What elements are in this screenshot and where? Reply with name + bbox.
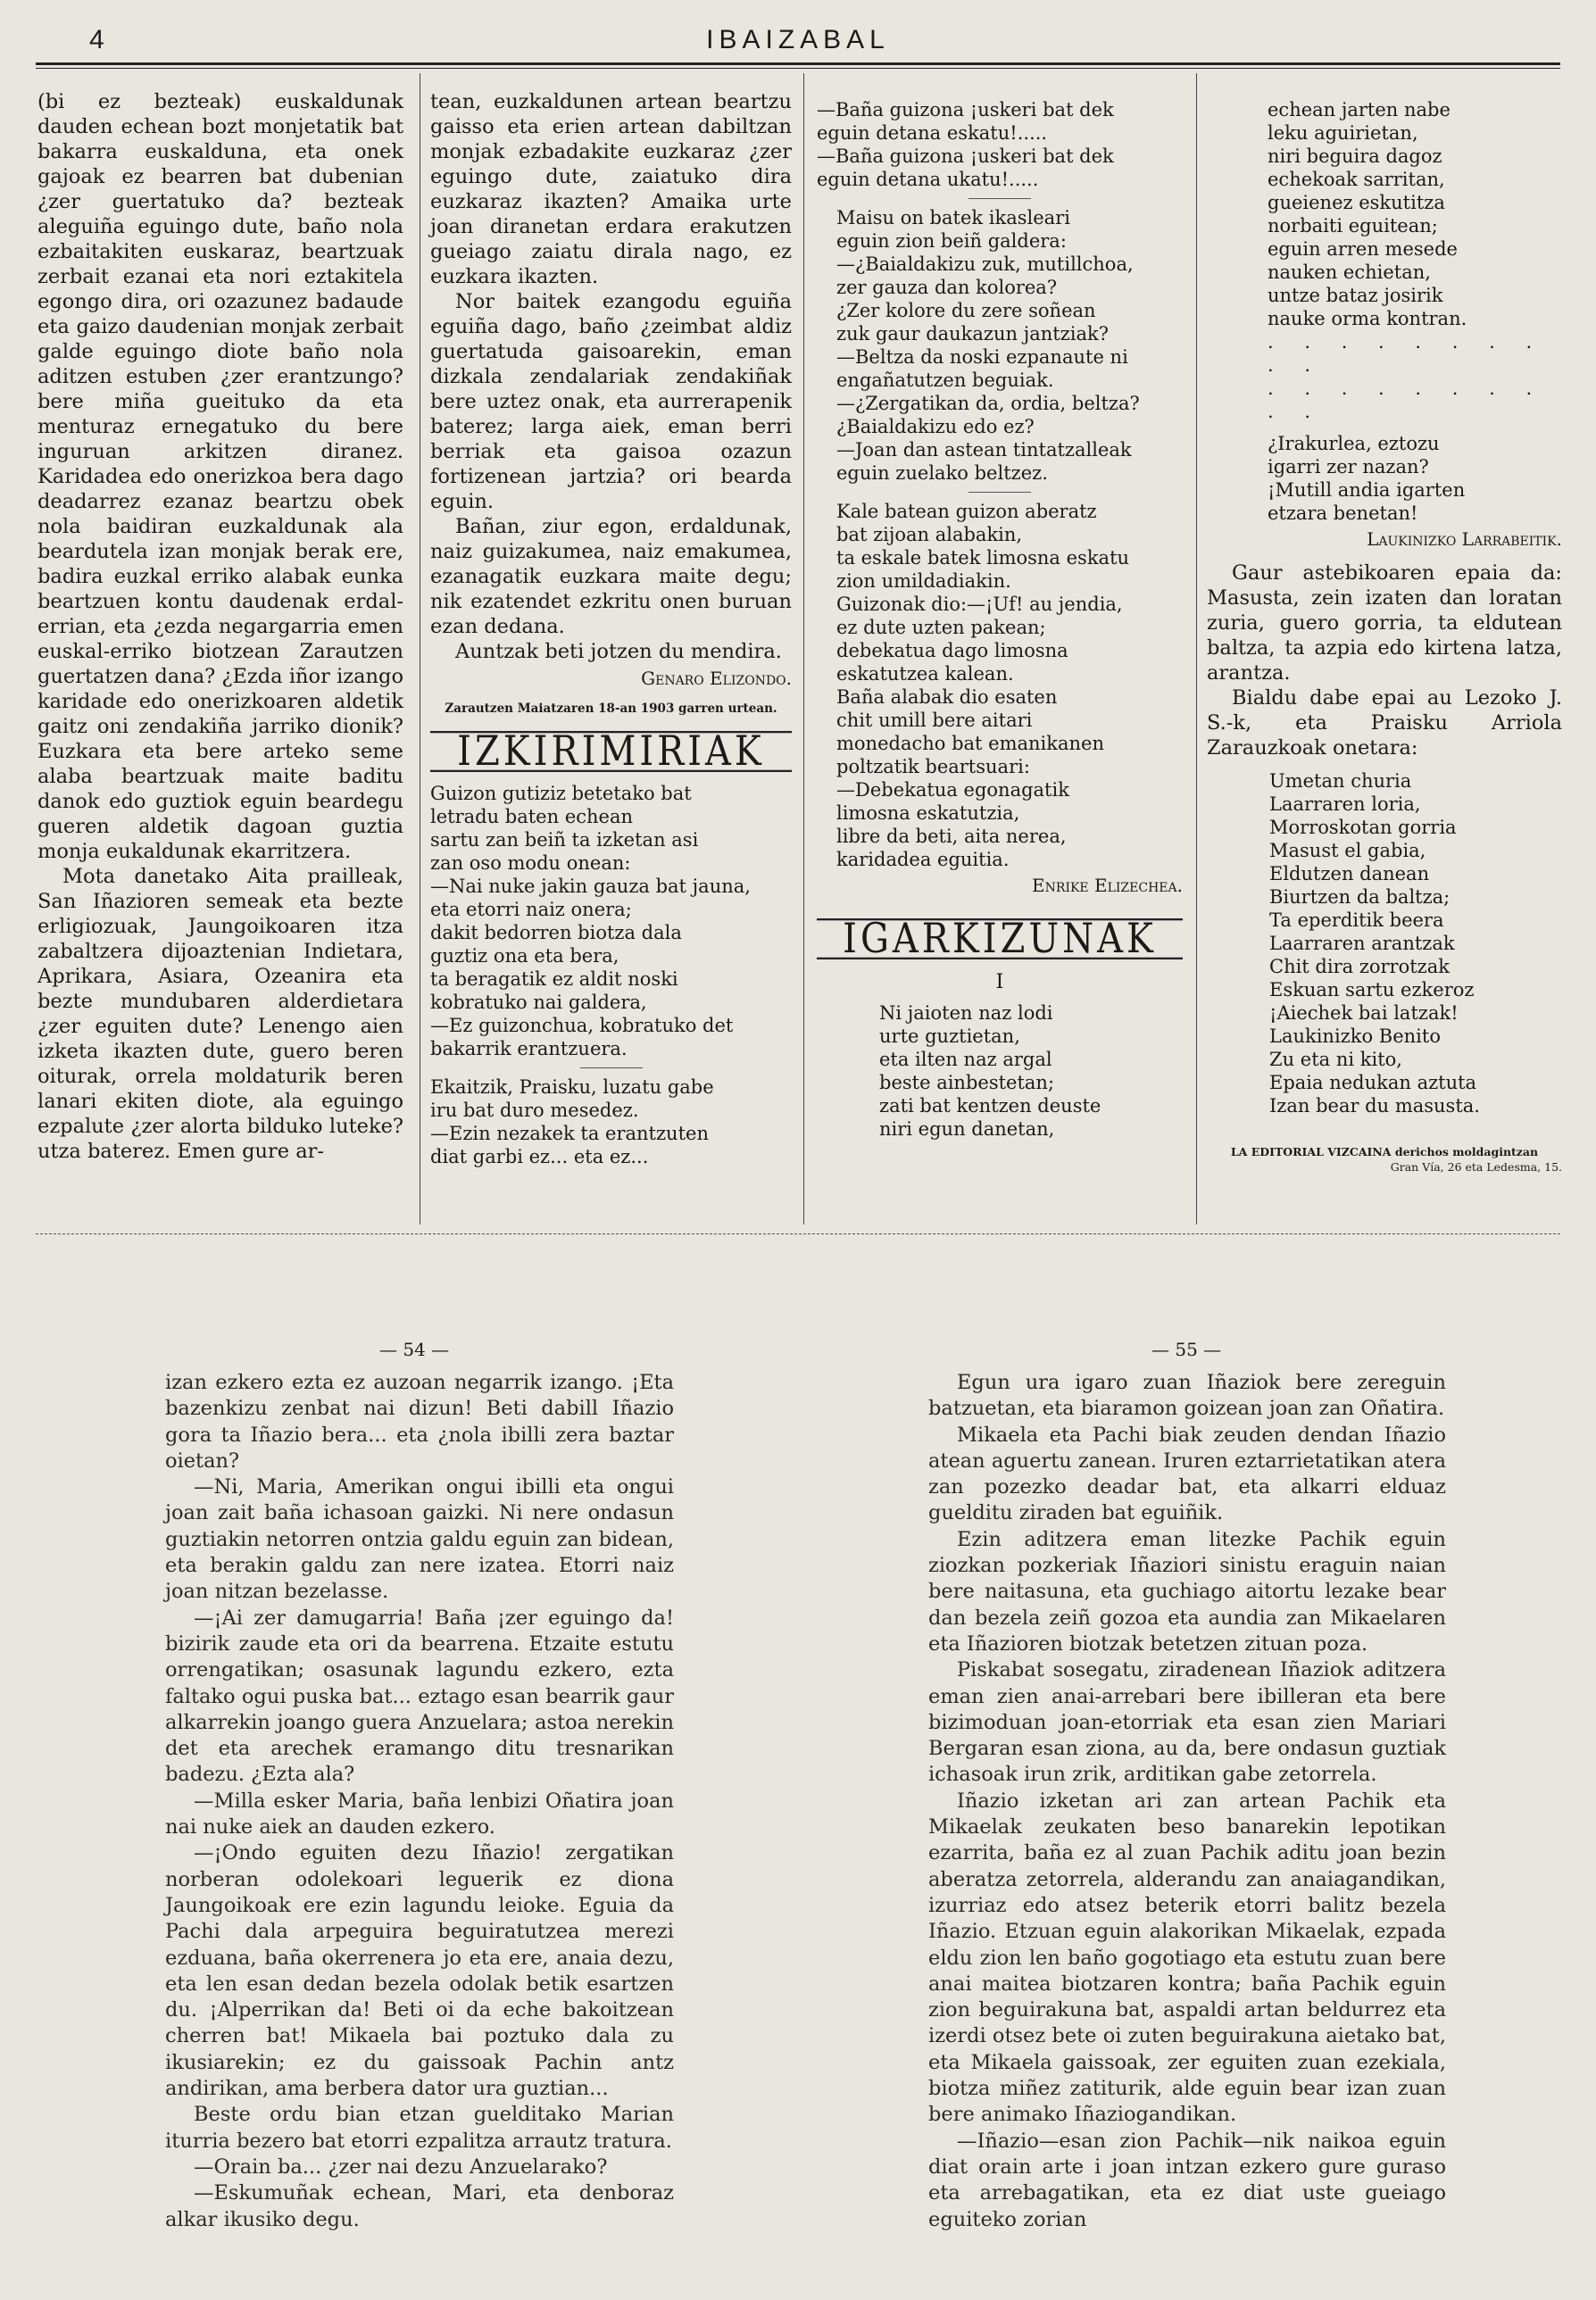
verse: Ekaitzik, Praisku, luzatu gabe iru bat duro mesedez. —Ezin nezakek ta erantzuten diat garbi ez... eta ez... — [430, 1076, 714, 1167]
lower-page-number: — 54 — — [379, 1339, 450, 1360]
section-title: IZKIRIMIRIAK — [430, 731, 792, 772]
column-divider — [1196, 73, 1197, 1225]
story-paragraph: Iñazio izketan ari zan artean Pachik eta Mikaelak zeukaten beso banarekin lepotikan ezarrita, baña ez al zuan Pachik aditu joan bezin aberatza zetorrela, alderandu zan anaiagandikan, izurriaz edo atsez beterik etorri balitz bezela Iñazio. Etzuan eguin alakorikan Mikaelak, ezpada eldu zion len baño gogotiago eta estutu zuan bere anai maitea biotzaren kontra; baña Pachik eguin zion beguirakuna bat, aspaldi artan beldurrez eta izerdi otsez bete oi zuten beguirakuna aietako bat, eta Mikaela gaissoak, zer eguiten zuan ezekiala, biotza miñez zatiturik, alde eguin bear izan zuan bere animako Iñaziogandikan. — [928, 1789, 1446, 2127]
lower-left-page — [165, 1370, 674, 2233]
story-paragraph: izan ezkero ezta ez auzoan negarrik izango. ¡Eta bazenkizu zenbat nai dizun! Beti dabill Iñazio gora ta Iñazio bera... eta ¿nola ibilli zera baztar oietan? — [165, 1371, 674, 1473]
article-paragraph: Mota danetako Aita prailleak, San Iñazioren semeak eta bezte erligiozuak, Jaungoikoaren itza zabaltzera dijoaztenian Indietara, Aprikara, Asiara, Ozeanira eta bezte mundubaren alderdietara ¿zer eguiten dute? Lenengo aien izketa ikazten dute, guero beren oiturak, orrela moldaturik beren lanari ekiten diote, ala eguingo ezpalute ¿zer alorta bilduko luteke? utza baterez. Emen gure ar- — [37, 865, 403, 1163]
story-paragraph: Beste ordu bian etzan guelditako Marian iturria bezero bat etorri ezpalitza arrautz tratura. — [165, 2103, 674, 2153]
story-paragraph: Ezin aditzera eman litezke Pachik eguin ziozkan pozkeriak Iñaziori sinistu eraguin naian bere naitasuna, eta guchiago aitortu lezake bear dan bezela zeiñ gozoa eta aundia zan Mikaelaren eta Iñazioren biotzak betetzen zituan poza. — [928, 1527, 1446, 1656]
separator — [580, 1067, 643, 1068]
verse: Guizon gutiziz betetako bat letradu baten echean sartu zan beiñ ta izketan asi zan oso modu onean: —Nai nuke jakin gauza bat jauna, eta etorri naiz onera; dakit bedorren biotza dala guztiz ona eta bera, ta beragatik ez aldit noski kobratuko nai galdera, —Ez guizonchua, kobratuko det bakarrik erantzuera. — [430, 783, 751, 1059]
author-signature: Genaro Elizondo. — [641, 668, 792, 689]
article-paragraph: Bañan, ziur egon, erdaldunak, naiz guizakumea, naiz emakumea, ezanagatik euzkara maite degu; nik ezatendet ezkritu onen buruan ezan dedana. — [430, 515, 792, 638]
verse: ¿Irakurlea, eztozu igarri zer nazan? ¡Mutill andia igarten etzara benetan! — [1268, 433, 1466, 524]
verse: Ni jaioten naz lodi urte guztietan, eta ilten naz argal beste ainbestetan; zati bat kentzen deuste niri egun danetan, — [879, 1002, 1101, 1140]
lower-page-number: — 55 — — [1151, 1339, 1222, 1360]
story-paragraph: —Milla esker Maria, baña lenbizi Oñatira joan nai nuke aiek an dauden ezkero. — [165, 1789, 674, 1839]
column-2 — [430, 89, 792, 1168]
story-paragraph: —Iñazio—esan zion Pachik—nik naikoa eguin diat orain arte i joan intzan ezkero gure guraso eta arrebagatikan, eta ez diat uste gueiago eguiteko zorian — [928, 2129, 1446, 2231]
author-signature: Enrike Elizechea. — [1032, 875, 1183, 896]
article-paragraph: Bialdu dabe epai au Lezoko J. S.-k, eta Praisku Arriola Zarauzkoak onetara: — [1207, 686, 1562, 760]
article-paragraph: Gaur astebikoaren epaia da: Masusta, zein izaten dan loratan zuria, guero gorria, ta eldutean baltza, ta azpia edo kirtena latza, arantza. — [1207, 561, 1562, 685]
story-paragraph: Piskabat sosegatu, ziradenean Iñaziok aditzera eman zien anai-arrebari bere ibilleran eta bere bizimoduan joan-etorriak eta esan zien Mariari Bergaran esan ziona, au da, bere ondasun guztiak ichasoak irun zrik, arditikan gabe zetorrela. — [928, 1658, 1446, 1787]
verse: —Baña guizona ¡uskeri bat dek eguin detana eskatu!..... —Baña guizona ¡uskeri bat dek eguin detana ukatu!..... — [817, 99, 1114, 190]
separator — [968, 198, 1031, 199]
author-signature: Laukinizko Larrabeitik. — [1367, 528, 1562, 550]
printer-imprint: LA EDITORIAL VIZCAINA derichos moldagintzan — [1230, 1145, 1539, 1158]
ellipsis-dots: . . . . . . . . . . . . . . . . . . . . — [1268, 331, 1545, 422]
story-paragraph: —¡Ai zer damugarria! Baña ¡zer eguingo da! bizirik zaude eta ori da bearrena. Etzaite estutu orrengatikan; osasunak lagundu ezkero, ezta faltako ogui puska bat... eztago esan bearrik gaur alkarrekin joango guera Anzuelara; astoa nerekin det eta arechek eramango ditu tresnarikan badezu. ¿Ezta ala? — [165, 1606, 674, 1787]
header-rule — [36, 62, 1560, 69]
printer-address: Gran Vía, 26 eta Ledesma, 15. — [1390, 1160, 1562, 1174]
article-date: Zarautzen Maiatzaren 18-an 1903 garren urtean. — [445, 702, 777, 716]
column-4 — [1207, 89, 1562, 1175]
verse: echean jarten nabe leku aguirietan, niri beguira dagoz echekoak sarritan, gueienez eskutitza norbaiti eguitean; eguin arren mesede nauken echietan, untze bataz josirik nauke orma kontran. — [1268, 99, 1467, 329]
page-number: 4 — [89, 25, 104, 54]
lower-right-page — [928, 1370, 1446, 2233]
verse: Umetan churia Laarraren loria, Morroskotan gorria Masust el gabia, Eldutzen danean Biurtzen da baltza; Ta eperditik beera Laarraren arantzak Chit dira zorrotzak Eskuan sartu ezkeroz ¡Aiechek bai latzak! Laukinizko Benito Zu eta ni kito, Epaia nedukan aztuta Izan bear du masusta. — [1269, 770, 1480, 1117]
column-divider — [803, 73, 804, 1225]
article-paragraph: (bi ez bezteak) euskaldunak dauden echean bozt monjetatik bat bakarra euskalduna, eta onek gajoak ez bearren bat dubenian ¿zer guertatuko da? bezteak aleguiña eguingo dute, baño nola ezbaitakiten euskaraz, beartzuak zerbait ezanai eta nori eztakitela egongo dira, ori ozazunez badaude eta gaizo daudenian monjak zerbait galde eguingo diote baño nola aditzen estuben ¿zer erantzungo? bere miña gueituko da eta menturaz ernegatuko du bere inguruan arkitzen diranez. Karidadea edo onerizkoa bera dago deadarrez ezanaz beartzu obek nola baidiran euzkaldunak ala beardutela izan monjak berak ere, badira euzkal erriko alabak eunka beartzuen kontu daudenak erdal-errian, eta ¿ezda negargarria emen euskal-erriko biotzean Zarautzen guertatzen dana? ¿Ezda iñor izango karidade edo onerizkoaren aldetik gaitz oni zendakiña jarriko dionik? Euzkara eta bere arteko seme alaba beartzuak maite baditu danok edo guztiok eguin beardegu gueren aldetik dagoan guztia monja eukaldunak ekarritzera. — [37, 90, 403, 863]
story-paragraph: Mikaela eta Pachi biak zeuden dendan Iñazio atean aguertu zanean. Iruren eztarrietatikan atera zan pozezko deadar bat, eta alkarri elduaz guelditu ziraden bat eguiñik. — [928, 1423, 1447, 1525]
story-paragraph: —Ni, Maria, Amerikan ongui ibilli eta ongui joan zait baña ichasoan gaizki. Ni nere ondasun guztiakin netorren ontzia galdu eguin zan bidean, eta berakin galdu zan nere izatea. Etorri naiz joan nitzan bezelasse. — [165, 1475, 674, 1604]
riddle-number: I — [995, 970, 1004, 993]
article-paragraph: Auntzak beti jotzen du mendira. — [455, 640, 782, 663]
separator — [968, 492, 1031, 493]
page-header — [36, 23, 1560, 59]
story-paragraph: —¡Ondo eguiten dezu Iñazio! zergatikan norberan odolekoari leguerik ez diona Jaungoikoak ere ezin lagundu leioke. Eguia da Pachi dala arpeguira beguiratutzea merezi ezduana, baña okerrenera jo eta ere, anaia dezu, eta len esan dedan bezela odolak betik esartzen du. ¡Alperrikan da! Beti oi da eche bakoitzean cherren bat! Mikaela bai poztuko dala zu ikusiarekin; ez du gaissoak Pachin antz andirikan, ama berbera dator ura guztian... — [165, 1841, 674, 2101]
masthead-title: IBAIZABAL — [706, 25, 890, 54]
verse: Maisu on batek ikasleari eguin zion beiñ galdera: —¿Baialdakizu zuk, mutillchoa, zer gauza dan kolorea? ¿Zer kolore du zere soñean zuk gaur daukazun jantziak? —Beltza da noski ezpanaute ni engañatutzen beguiak. —¿Zergatikan da, ordia, beltza? ¿Baialdakizu edo ez? —Joan dan astean tintatzalleak eguin zuelako beltzez. — [836, 207, 1140, 484]
article-paragraph: Nor baitek ezangodu eguiña eguiña dago, baño ¿zeimbat aldiz guertatuda gaisoarekin, eman dizkala zendalariak zendakiñak bere uztez onak, eta aurrerapenik baterez; larga aiek, eman berri berriak eta gaisoa ozazun fortizenean jartzia? ori bearda eguin. — [430, 290, 792, 513]
story-paragraph: —Eskumuñak echean, Mari, eta denboraz alkar ikusiko degu. — [165, 2181, 674, 2231]
section-title: IGARKIZUNAK — [817, 918, 1183, 959]
story-paragraph: Egun ura igaro zuan Iñaziok bere zereguin batzuetan, eta biaramon goizean joan zan Oñatira. — [928, 1371, 1446, 1421]
article-paragraph: tean, euzkaldunen artean beartzu gaisso eta erien artean dabiltzan monjak ezbadakite euzkaraz ¿zer eguingo dute, zaiatuko dira euzkaraz ikazten? Amaika urte joan diranetan erdara erakutzen gueiago zaiatu dirala nago, ez euzkara ikazten. — [430, 90, 792, 288]
story-paragraph: —Orain ba... ¿zer nai dezu Anzuelarako? — [194, 2155, 608, 2179]
column-1 — [37, 89, 403, 1164]
column-3 — [817, 89, 1183, 1141]
verse: Kale batean guizon aberatz bat zijoan alabakin, ta eskale batek limosna eskatu zion umildadiakin. Guizonak dio:—¡Uf! au jendia, ez dute uzten pakean; debekatua dago limosna eskatutzea kalean. Baña alabak dio esaten chit umill bere aitari monedacho bat emanikanen poltzatik beartsuari: —Debekatua egonagatik limosna eskatutzia, libre da beti, aita nerea, karidadea eguitia. — [836, 501, 1130, 870]
page-fold-rule — [36, 1233, 1560, 1234]
